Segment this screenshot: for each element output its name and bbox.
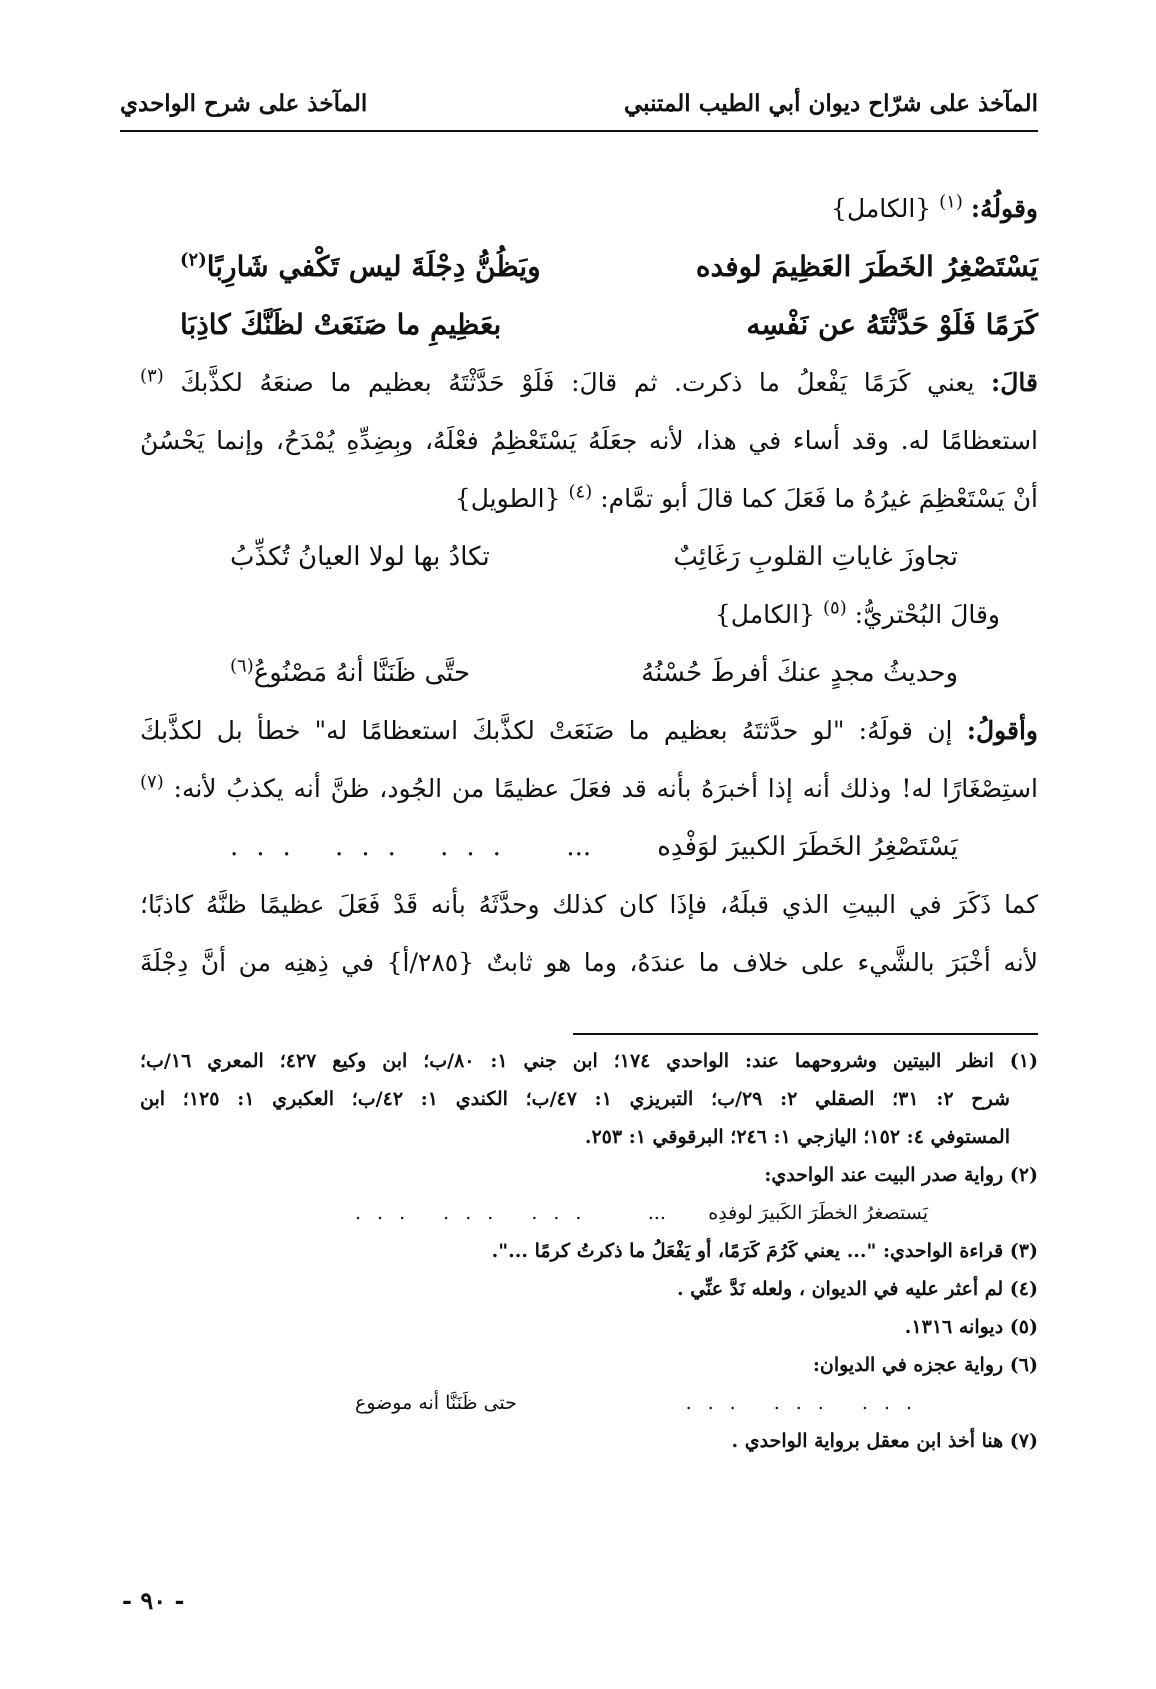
verse-5-first-hemistich: يَسْتَصْغِرُ الخَطَرَ الكبيرَ لوَفْدِه ... [566,832,958,862]
paragraph-2-text-1: إن قولَهُ: "لو حدَّثتَهُ بعظيم ما صَنَعَتْ لكذَّبكَ استعظامًا له" خطأ بل لكذَّبكَ [140,716,953,745]
paragraph-1-text-1: يعني كَرَمًا يَفْعلُ ما ذكرت. ثم قالَ: فَلَوْ حَدَّثْتَهُ بعظيم ما صنعَهُ لكذَّبكَ [180,368,975,397]
footnote-1-line-2: شرح ٢: ٣١؛ الصقلي ٢: ٢٩/ب؛ التبريزي ١: ٤٧/ب؛ الكندي ١: ٤٢/ب؛ العكبري ١: ١٢٥؛ ابن [140,1088,1010,1110]
paragraph-2-line-1 [140,702,1038,760]
page-number: - ٩٠ - [122,1586,185,1615]
footnote-7: (٧) هنا أخذ ابن معقل برواية الواحدي . [731,1430,1038,1452]
qala-label: قالَ: [991,368,1038,397]
footnote-1-line-3: المستوفي ٤: ١٥٢؛ اليازجي ١: ٢٤٦؛ البرقوقي ١: ٢٥٣. [584,1126,1010,1148]
verse-line-3 [140,528,1038,586]
verse-line-1 [140,238,1038,296]
verse-line-2 [140,296,1038,354]
header-book-title: المآخذ على شرّاح ديوان أبي الطيب المتنبي [624,90,1038,117]
footnote-divider [573,1033,1038,1035]
meter-label-2: {الطويل} [454,484,561,513]
verse-3-second-hemistich: تكادُ بها لولا العيانُ تُكذِّبُ [230,542,490,572]
footnote-2-verse-first: يَستصغرُ الخطَرَ الكَبيرَ لوفدِه ... [647,1202,928,1224]
main-text [140,180,1038,992]
footnote-ref-3: (٣) [140,365,164,387]
paragraph-1-text-3: أنْ يَسْتَعْظِمَ غيرُهُ ما فَعَلَ كما قالَ أبو تمَّام: [600,484,1038,513]
buhturi-intro: وقالَ البُحْتريُّ: [854,600,1000,629]
footnotes [140,1042,1038,1460]
paragraph-1-line-1 [140,354,1038,412]
intro-label: وقولُهُ: [970,194,1038,223]
running-header [120,86,1038,130]
verse-2-second-hemistich: بعَظِيمِ ما صَنَعَتْ لظَنَّكَ كاذِبَا [180,308,502,341]
footnote-6-verse-second: حتى ظَنَنَّا أنه موضوع [355,1392,517,1414]
footnote-4: (٤) لم أعثر عليه في الديوان ، ولعله نَدَّ عنِّي . [677,1278,1038,1300]
paragraph-1-line-3 [140,470,1038,528]
meter-label: {الكامل} [831,194,932,223]
verse-1-first-hemistich: يَسْتَصْغِرُ الخَطَرَ العَظِيمَ لوفده [695,250,1038,283]
meter-label-3: {الكامل} [714,600,816,629]
footnote-3: (٣) قراءة الواحدي: "... يعني كَرُمَ كَرَمًا، أو يَفْعَلُ ما ذكرتُ كرمًا ...". [491,1240,1038,1262]
verse-2-first-hemistich: كَرَمًا فَلَوْ حَدَّثْتَهُ عن نَفْسِه [746,308,1038,341]
footnote-6-ellipsis: ... ... ... [685,1392,928,1414]
intro-line [140,180,1038,238]
footnote-2: (٢) رواية صدر البيت عند الواحدي: [764,1164,1038,1186]
footnote-ref-6: (٦) [230,655,254,677]
footnote-1-line-1: (١) انظر البيتين وشروحهما عند: الواحدي ١٧٤؛ ابن جني ١: ٨٠/ب؛ ابن وكيع ٤٢٧؛ المعري ١٦/ب؛ [140,1050,1039,1072]
paragraph-2-line-2 [140,760,1038,818]
verse-4-second-hemistich: حتَّى ظَنَنَّا أنهُ مَصْنُوعُ$^{(٦)}$ [230,655,471,688]
footnote-ref-1: (١) [939,191,963,213]
verse-4-first-hemistich: وحديثُ مجدٍ عنكَ أفرطَ حُسْنُهُ [641,658,958,688]
footnote-6: (٦) رواية عجزه في الديوان: [812,1354,1038,1376]
paragraph-2-text-2: استِصْغَارًا له! وذلك أنه إذا أخبرَهُ بأنه قد فعَلَ عظيمًا من الجُود، ظنَّ أنه يكذبُ لأنه: [173,774,1038,803]
paragraph-1-line-2 [140,412,1038,470]
footnote-6-verse [140,1384,1038,1422]
paragraph-3-text-1: كما ذَكَرَ في البيتِ الذي قبلَهُ، فإذَا كان كذلك وحدَّثَهُ بأنه قَدْ فَعَلَ عظيمًا ظنَّهُ كاذبًا؛ [140,890,1038,919]
footnote-ref-7: (٧) [140,771,164,793]
aqulu-label: وأقولُ: [966,716,1038,745]
verse-line-4 [140,644,1038,702]
paragraph-3-line-2 [140,934,1038,992]
paragraph-3-line-1 [140,876,1038,934]
verse-5-ellipsis-2: ... ... ... [230,832,519,862]
verse-1-second-hemistich: ويَظُنُّ دِجْلَةَ ليس تَكْفي شَارِبًا$^{(٢)}$ [180,249,541,283]
footnote-2-ellipsis-2: ... ... ... [355,1202,598,1224]
footnote-2-ellipsis-1: ... [647,1202,666,1224]
header-divider [120,130,1038,132]
verse-3-first-hemistich: تجاوزَ غاياتِ القلوبِ رَغَائِبٌ [673,542,958,572]
verse-line-5 [140,818,1038,876]
footnote-ref-4: (٤) [568,481,593,503]
header-section-title: المآخذ على شرح الواحدي [120,90,368,117]
paragraph-3-text-2: لأنه أخْبَرَ بالشَّيء على خلاف ما عندَهُ، وما هو ثابتٌ {٢٨٥/أ} في ذِهنِه من أنَّ دِجْلَةَ [140,948,1038,977]
footnote-ref-5: (٥) [822,597,847,619]
paragraph-1-text-2: استعظامًا له. وقد أساء في هذا، لأنه جعَلَهُ يَسْتَعْظِمُ فعْلَهُ، وبِضِدِّهِ يُمْدَحُ، وإنما يَحْسُنُ [140,426,1038,455]
buhturi-intro-line [140,586,1038,644]
footnote-2-verse [140,1194,1038,1232]
footnote-5: (٥) ديوانه ١٣١٦. [904,1316,1038,1338]
footnote-ref-2: (٢) [180,249,207,271]
verse-5-ellipsis-1: ... [566,832,592,862]
